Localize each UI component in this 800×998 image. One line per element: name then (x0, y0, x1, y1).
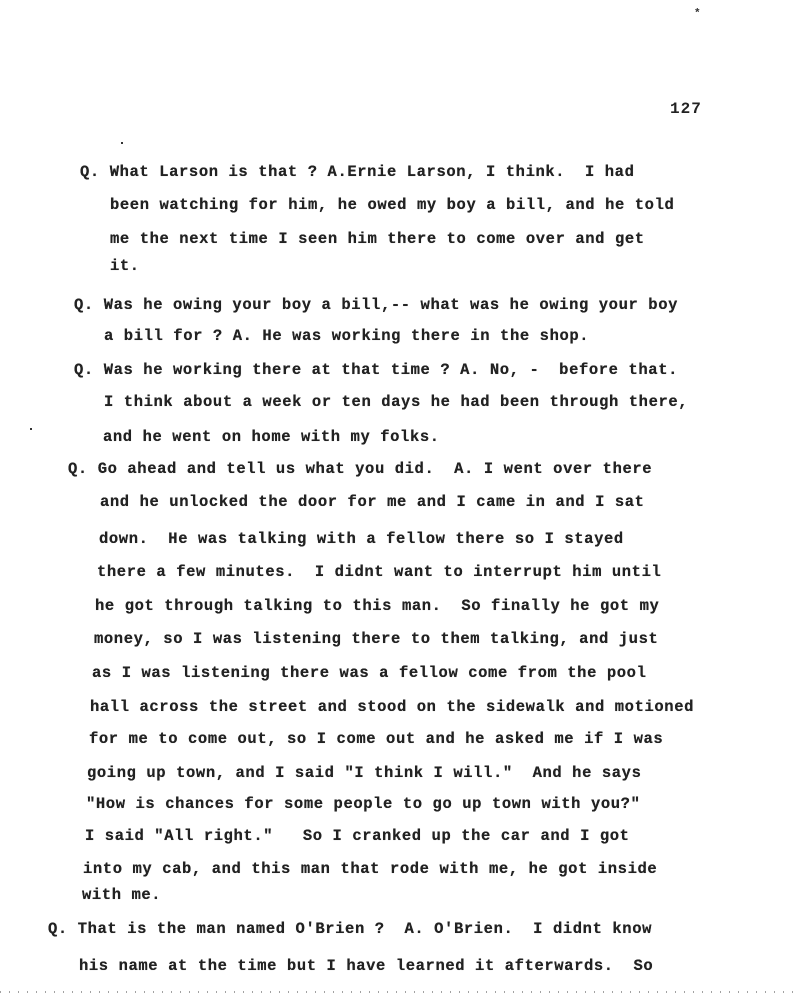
transcript-line: Q. Was he owing your boy a bill,-- what was he owing your boy (74, 296, 678, 314)
transcript-line: Q. Go ahead and tell us what you did. A. I went over there (68, 460, 653, 478)
page-number: 127 (670, 100, 702, 118)
transcript-line: money, so I was listening there to them talking, and just (94, 630, 659, 648)
scan-speck (30, 428, 32, 430)
transcript-line: Q. Was he working there at that time ? A. No, - before that. (74, 361, 678, 379)
transcript-line: I think about a week or ten days he had been through there, (104, 393, 689, 411)
transcript-line: it. (110, 257, 140, 275)
scan-speck (121, 142, 123, 144)
transcript-line: down. He was talking with a fellow there so I stayed (99, 530, 624, 548)
transcript-line: and he went on home with my folks. (103, 428, 440, 446)
transcript-line: for me to come out, so I come out and he asked me if I was (89, 730, 664, 748)
transcript-line: with me. (82, 886, 162, 904)
transcript-line: into my cab, and this man that rode with me, he got inside (83, 860, 658, 878)
transcript-line: there a few minutes. I didnt want to interrupt him until (97, 563, 662, 581)
transcript-line: a bill for ? A. He was working there in the shop. (104, 327, 590, 345)
transcript-line: Q. That is the man named O'Brien ? A. O'Brien. I didnt know (48, 920, 652, 938)
transcript-line: and he unlocked the door for me and I came in and I sat (100, 493, 645, 511)
transcript-line: as I was listening there was a fellow come from the pool (92, 664, 647, 682)
transcript-line: he got through talking to this man. So finally he got my (95, 597, 660, 615)
transcript-line: "How is chances for some people to go up town with you?" (86, 795, 641, 813)
transcript-line: Q. What Larson is that ? A.Ernie Larson, I think. I had (80, 163, 635, 181)
transcript-line: hall across the street and stood on the sidewalk and motioned (90, 698, 694, 716)
transcript-line: his name at the time but I have learned it afterwards. So (79, 957, 654, 975)
transcript-line: going up town, and I said "I think I will." And he says (87, 764, 642, 782)
transcript-line: me the next time I seen him there to come over and get (110, 230, 645, 248)
scan-edge-noise (0, 991, 800, 993)
transcript-line: I said "All right." So I cranked up the car and I got (85, 827, 630, 845)
transcript-line: been watching for him, he owed my boy a bill, and he told (110, 196, 675, 214)
corner-mark: * (694, 8, 701, 20)
